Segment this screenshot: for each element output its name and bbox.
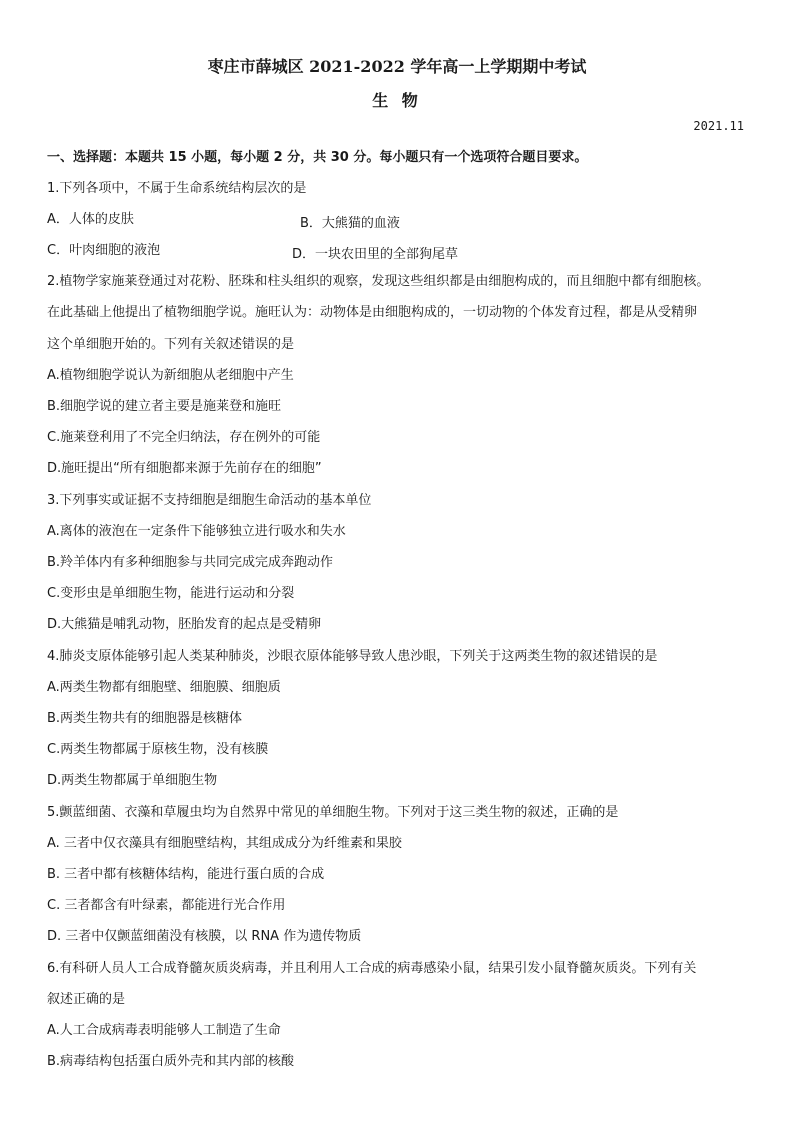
exam-subject: 生 物 xyxy=(372,91,422,110)
question-1-option-a: A．人体的皮肤 xyxy=(47,212,134,227)
question-1-option-c: C．叶肉细胞的液泡 xyxy=(47,243,161,258)
question-3-stem: 3.下列事实或证据不支持细胞是细胞生命活动的基本单位 xyxy=(47,493,372,508)
question-3-option-d: D.大熊猫是哺乳动物，胚胎发育的起点是受精卵 xyxy=(47,617,322,632)
question-2-option-d: D.施旺提出“所有细胞都来源于先前存在的细胞” xyxy=(47,461,322,476)
question-2-stem-line1: 2.植物学家施莱登通过对花粉、胚珠和柱头组织的观察，发现这些组织都是由细胞构成的，而且细胞中都有细胞核。 xyxy=(47,274,710,289)
question-4-option-c: C.两类生物都属于原核生物，没有核膜 xyxy=(47,742,269,757)
question-2-option-c: C.施莱登利用了不完全归纳法，存在例外的可能 xyxy=(47,430,321,445)
question-6-option-a: A.人工合成病毒表明能够人工制造了生命 xyxy=(47,1023,281,1038)
question-4-stem: 4.肺炎支原体能够引起人类某种肺炎，沙眼衣原体能够导致人患沙眼，下列关于这两类生物的叙述错误的是 xyxy=(47,649,658,664)
question-5-stem: 5.颤蓝细菌、衣藻和草履虫均为自然界中常见的单细胞生物。下列对于这三类生物的叙述，正确的是 xyxy=(47,805,619,820)
question-5-option-a: A. 三者中仅衣藻具有细胞壁结构，其组成成分为纤维素和果胶 xyxy=(47,836,402,851)
question-6-stem-line2: 叙述正确的是 xyxy=(47,992,126,1007)
question-1-option-d: D．一块农田里的全部狗尾草 xyxy=(292,247,459,262)
question-1-stem: 1.下列各项中，不属于生命系统结构层次的是 xyxy=(47,181,307,196)
question-3-option-c: C.变形虫是单细胞生物，能进行运动和分裂 xyxy=(47,586,295,601)
question-2-stem-line2: 在此基础上他提出了植物细胞学说。施旺认为：动物体是由细胞构成的，一切动物的个体发育过程，都是从受精卵 xyxy=(47,305,698,320)
exam-date: 2021.11 xyxy=(693,119,744,133)
question-6-stem-line1: 6.有科研人员人工合成脊髓灰质炎病毒，并且利用人工合成的病毒感染小鼠，结果引发小鼠脊髓灰质炎。下列有关 xyxy=(47,961,697,976)
question-3-option-b: B.羚羊体内有多种细胞参与共同完成完成奔跑动作 xyxy=(47,555,334,570)
exam-title: 枣庄市薛城区 2021-2022 学年高一上学期期中考试 xyxy=(207,57,587,76)
question-2-stem-line3: 这个单细胞开始的。下列有关叙述错误的是 xyxy=(47,337,295,352)
question-3-option-a: A.离体的液泡在一定条件下能够独立进行吸水和失水 xyxy=(47,524,346,539)
section-heading: 一、选择题：本题共 15 小题，每小题 2 分，共 30 分。每小题只有一个选项符合题目要求。 xyxy=(47,150,588,165)
question-1-option-b: B．大熊猫的血液 xyxy=(300,216,400,231)
question-5-option-d: D. 三者中仅颤蓝细菌没有核膜，以 RNA 作为遗传物质 xyxy=(47,929,362,944)
question-4-option-a: A.两类生物都有细胞壁、细胞膜、细胞质 xyxy=(47,680,281,695)
question-6-option-b: B.病毒结构包括蛋白质外壳和其内部的核酸 xyxy=(47,1054,295,1069)
question-5-option-c: C. 三者都含有叶绿素，都能进行光合作用 xyxy=(47,898,286,913)
question-2-option-a: A.植物细胞学说认为新细胞从老细胞中产生 xyxy=(47,368,294,383)
question-2-option-b: B.细胞学说的建立者主要是施莱登和施旺 xyxy=(47,399,282,414)
question-4-option-d: D.两类生物都属于单细胞生物 xyxy=(47,773,218,788)
question-4-option-b: B.两类生物共有的细胞器是核糖体 xyxy=(47,711,243,726)
question-5-option-b: B. 三者中都有核糖体结构，能进行蛋白质的合成 xyxy=(47,867,325,882)
